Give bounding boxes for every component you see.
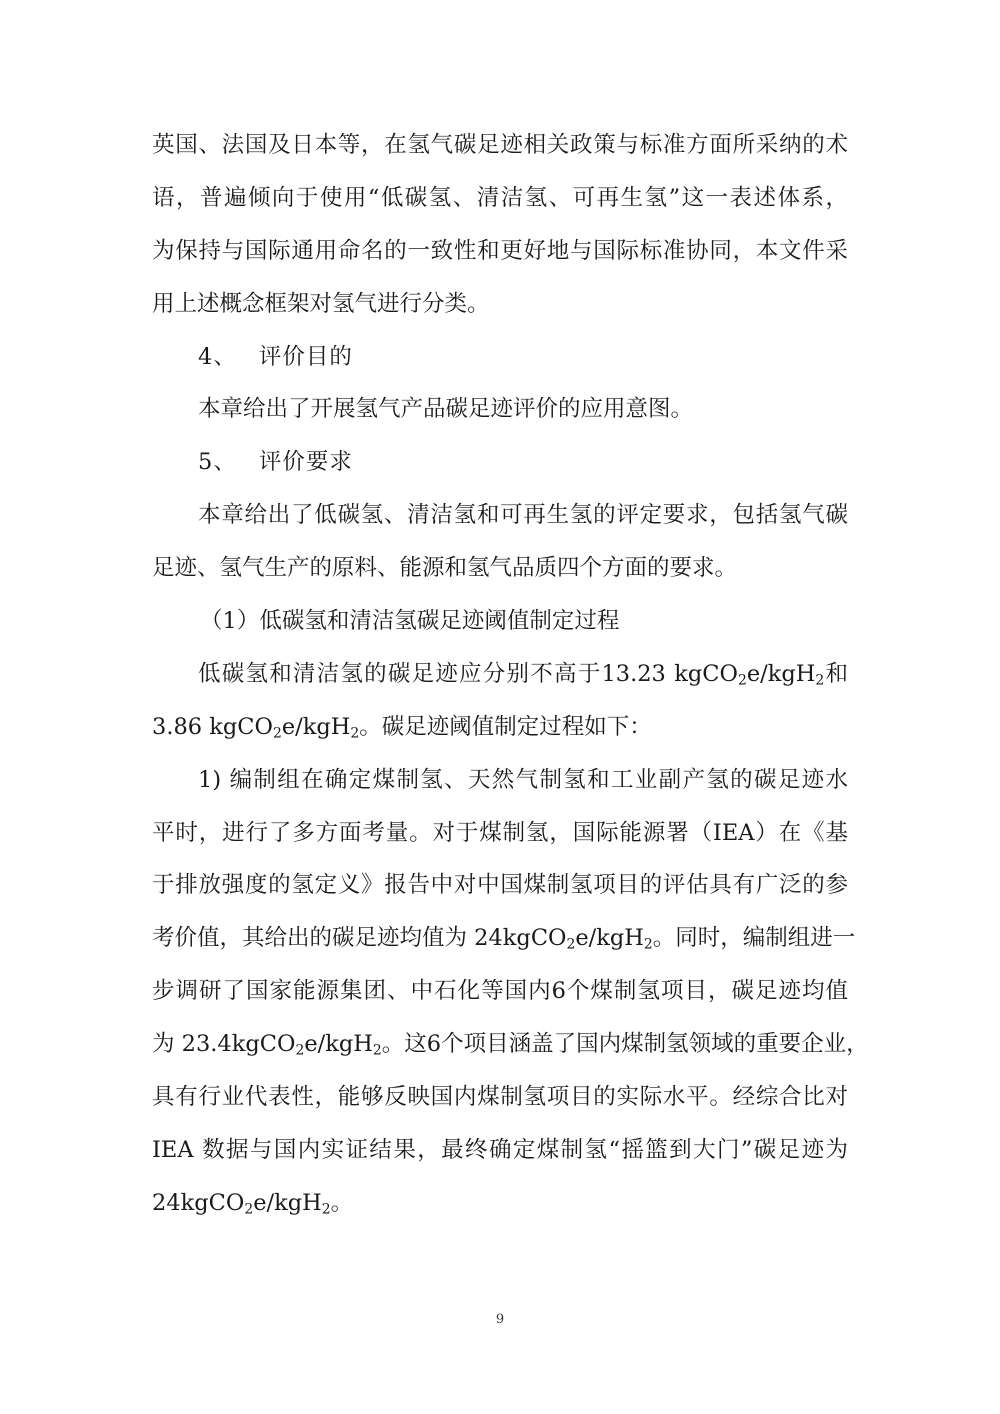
section-number: 4、 [198,343,237,370]
section-heading-5 [152,436,848,489]
paragraph-line: 用上述概念框架对氢气进行分类。 [152,290,490,317]
paragraph-line: 英国、法国及日本等，在氢气碳足迹相关政策与标准方面所采纳的术 [152,132,848,158]
paragraph-line: 具有行业代表性，能够反映国内煤制氢项目的实际水平。经综合比对 [152,1084,848,1111]
subsection-title: （1）低碳氢和清洁氢碳足迹阈值制定过程 [200,608,620,635]
section-number: 5、 [198,449,237,476]
paragraph-line: 3.86 kgCO$_2$e/kgH$_2$。碳足迹阈值制定过程如下： [152,713,652,742]
paragraph-line: 于排放强度的氢定义》报告中对中国煤制氢项目的评估具有广泛的参 [152,872,848,899]
paragraph-line: 低碳氢和清洁氢的碳足迹应分别不高于13.23 kgCO$_2$e/kgH$_2$和 [198,660,848,689]
paragraph-line: 语，普遍倾向于使用“低碳氢、清洁氢、可再生氢”这一表述体系， [152,184,848,211]
section-title: 评价目的 [258,343,353,370]
paragraph-line: 为 23.4kgCO$_2$e/kgH$_2$。这6个项目涵盖了国内煤制氢领域的重要企业， [152,1031,869,1059]
paragraph-line: 为保持与国际通用命名的一致性和更好地与国际标准协同，本文件采 [152,237,848,264]
paragraph-line: 足迹、氢气生产的原料、能源和氢气品质四个方面的要求。 [152,555,738,582]
section-title: 评价要求 [258,449,353,476]
section-body: 本章给出了开展氢气产品碳足迹评价的应用意图。 [198,396,694,423]
section-heading-4 [152,331,848,384]
paragraph-line: 本章给出了低碳氢、清洁氢和可再生氢的评定要求，包括氢气碳 [198,502,848,529]
document-body [152,119,869,1230]
paragraph-line: 平时，进行了多方面考量。对于煤制氢，国际能源署（IEA）在《基 [152,819,848,846]
paragraph-line: 24kgCO$_2$e/kgH$_2$。 [152,1189,354,1218]
paragraph-line: IEA 数据与国内实证结果，最终确定煤制氢“摇篮到大门”碳足迹为 [152,1136,848,1163]
paragraph-line: 步调研了国家能源集团、中石化等国内6个煤制氢项目，碳足迹均值 [152,978,848,1005]
page-number: 9 [495,1312,505,1327]
paragraph-line: 考价值，其给出的碳足迹均值为 24kgCO$_2$e/kgH$_2$。同时，编制组进一 [152,925,856,953]
paragraph-line: 1) 编制组在确定煤制氢、天然气制氢和工业副产氢的碳足迹水 [198,766,848,793]
